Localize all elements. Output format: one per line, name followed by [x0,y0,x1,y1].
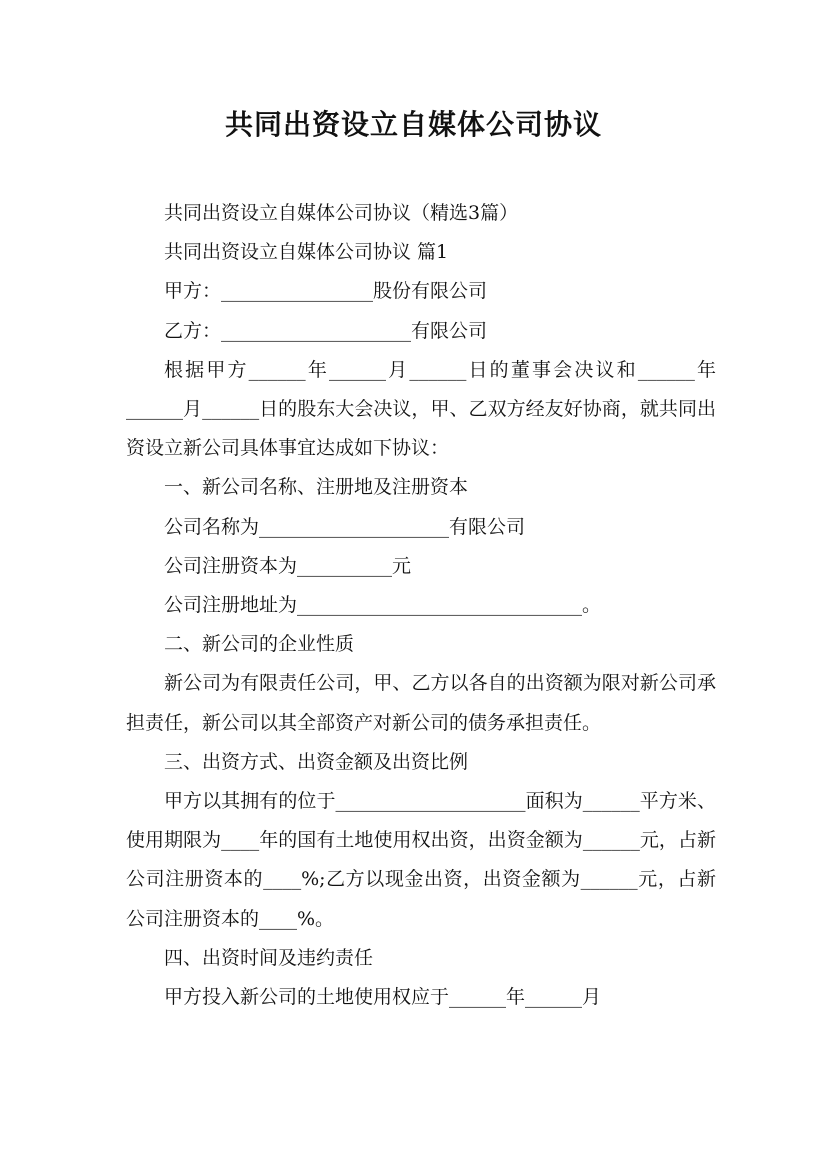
paragraph-preamble: 根据甲方______年______月______日的董事会决议和______年______月______日的股东大会决议，甲、乙双方经友好协商，就共同出资设立新公司具体事宜达成如下协议： [126,358,716,460]
paragraph-part-heading: 共同出资设立自媒体公司协议 篇1 [164,241,449,264]
paragraph-contribution: 甲方以其拥有的位于____________________面积为______平方米、使用期限为____年的国有土地使用权出资，出资金额为______元，占新公司注册资本的____%;乙方以现金出资，出资金额为______元，占新公司注册资本的____%。 [126,790,716,930]
document-body [126,194,716,1017]
section-heading-1: 一、新公司名称、注册地及注册资本 [164,476,469,499]
paragraph-subtitle: 共同出资设立自媒体公司协议（精选3篇） [164,202,519,224]
paragraph-contribution-time: 甲方投入新公司的土地使用权应于______年______月 [164,986,602,1009]
paragraph-party-b: 乙方：____________________有限公司 [164,319,488,342]
paragraph-company-nature: 新公司为有限责任公司，甲、乙方以各自的出资额为限对新公司承担责任，新公司以其全部资产对新公司的债务承担责任。 [126,672,716,734]
section-heading-4: 四、出资时间及违约责任 [164,946,374,969]
paragraph-party-a: 甲方：________________股份有限公司 [164,280,488,303]
paragraph-registered-address: 公司注册地址为______________________________。 [164,594,602,617]
document-title: 共同出资设立自媒体公司协议 [224,108,602,141]
section-heading-3: 三、出资方式、出资金额及出资比例 [164,750,469,773]
paragraph-registered-capital: 公司注册资本为__________元 [164,554,412,577]
section-heading-2: 二、新公司的企业性质 [164,633,355,656]
paragraph-company-name: 公司名称为____________________有限公司 [164,515,526,538]
